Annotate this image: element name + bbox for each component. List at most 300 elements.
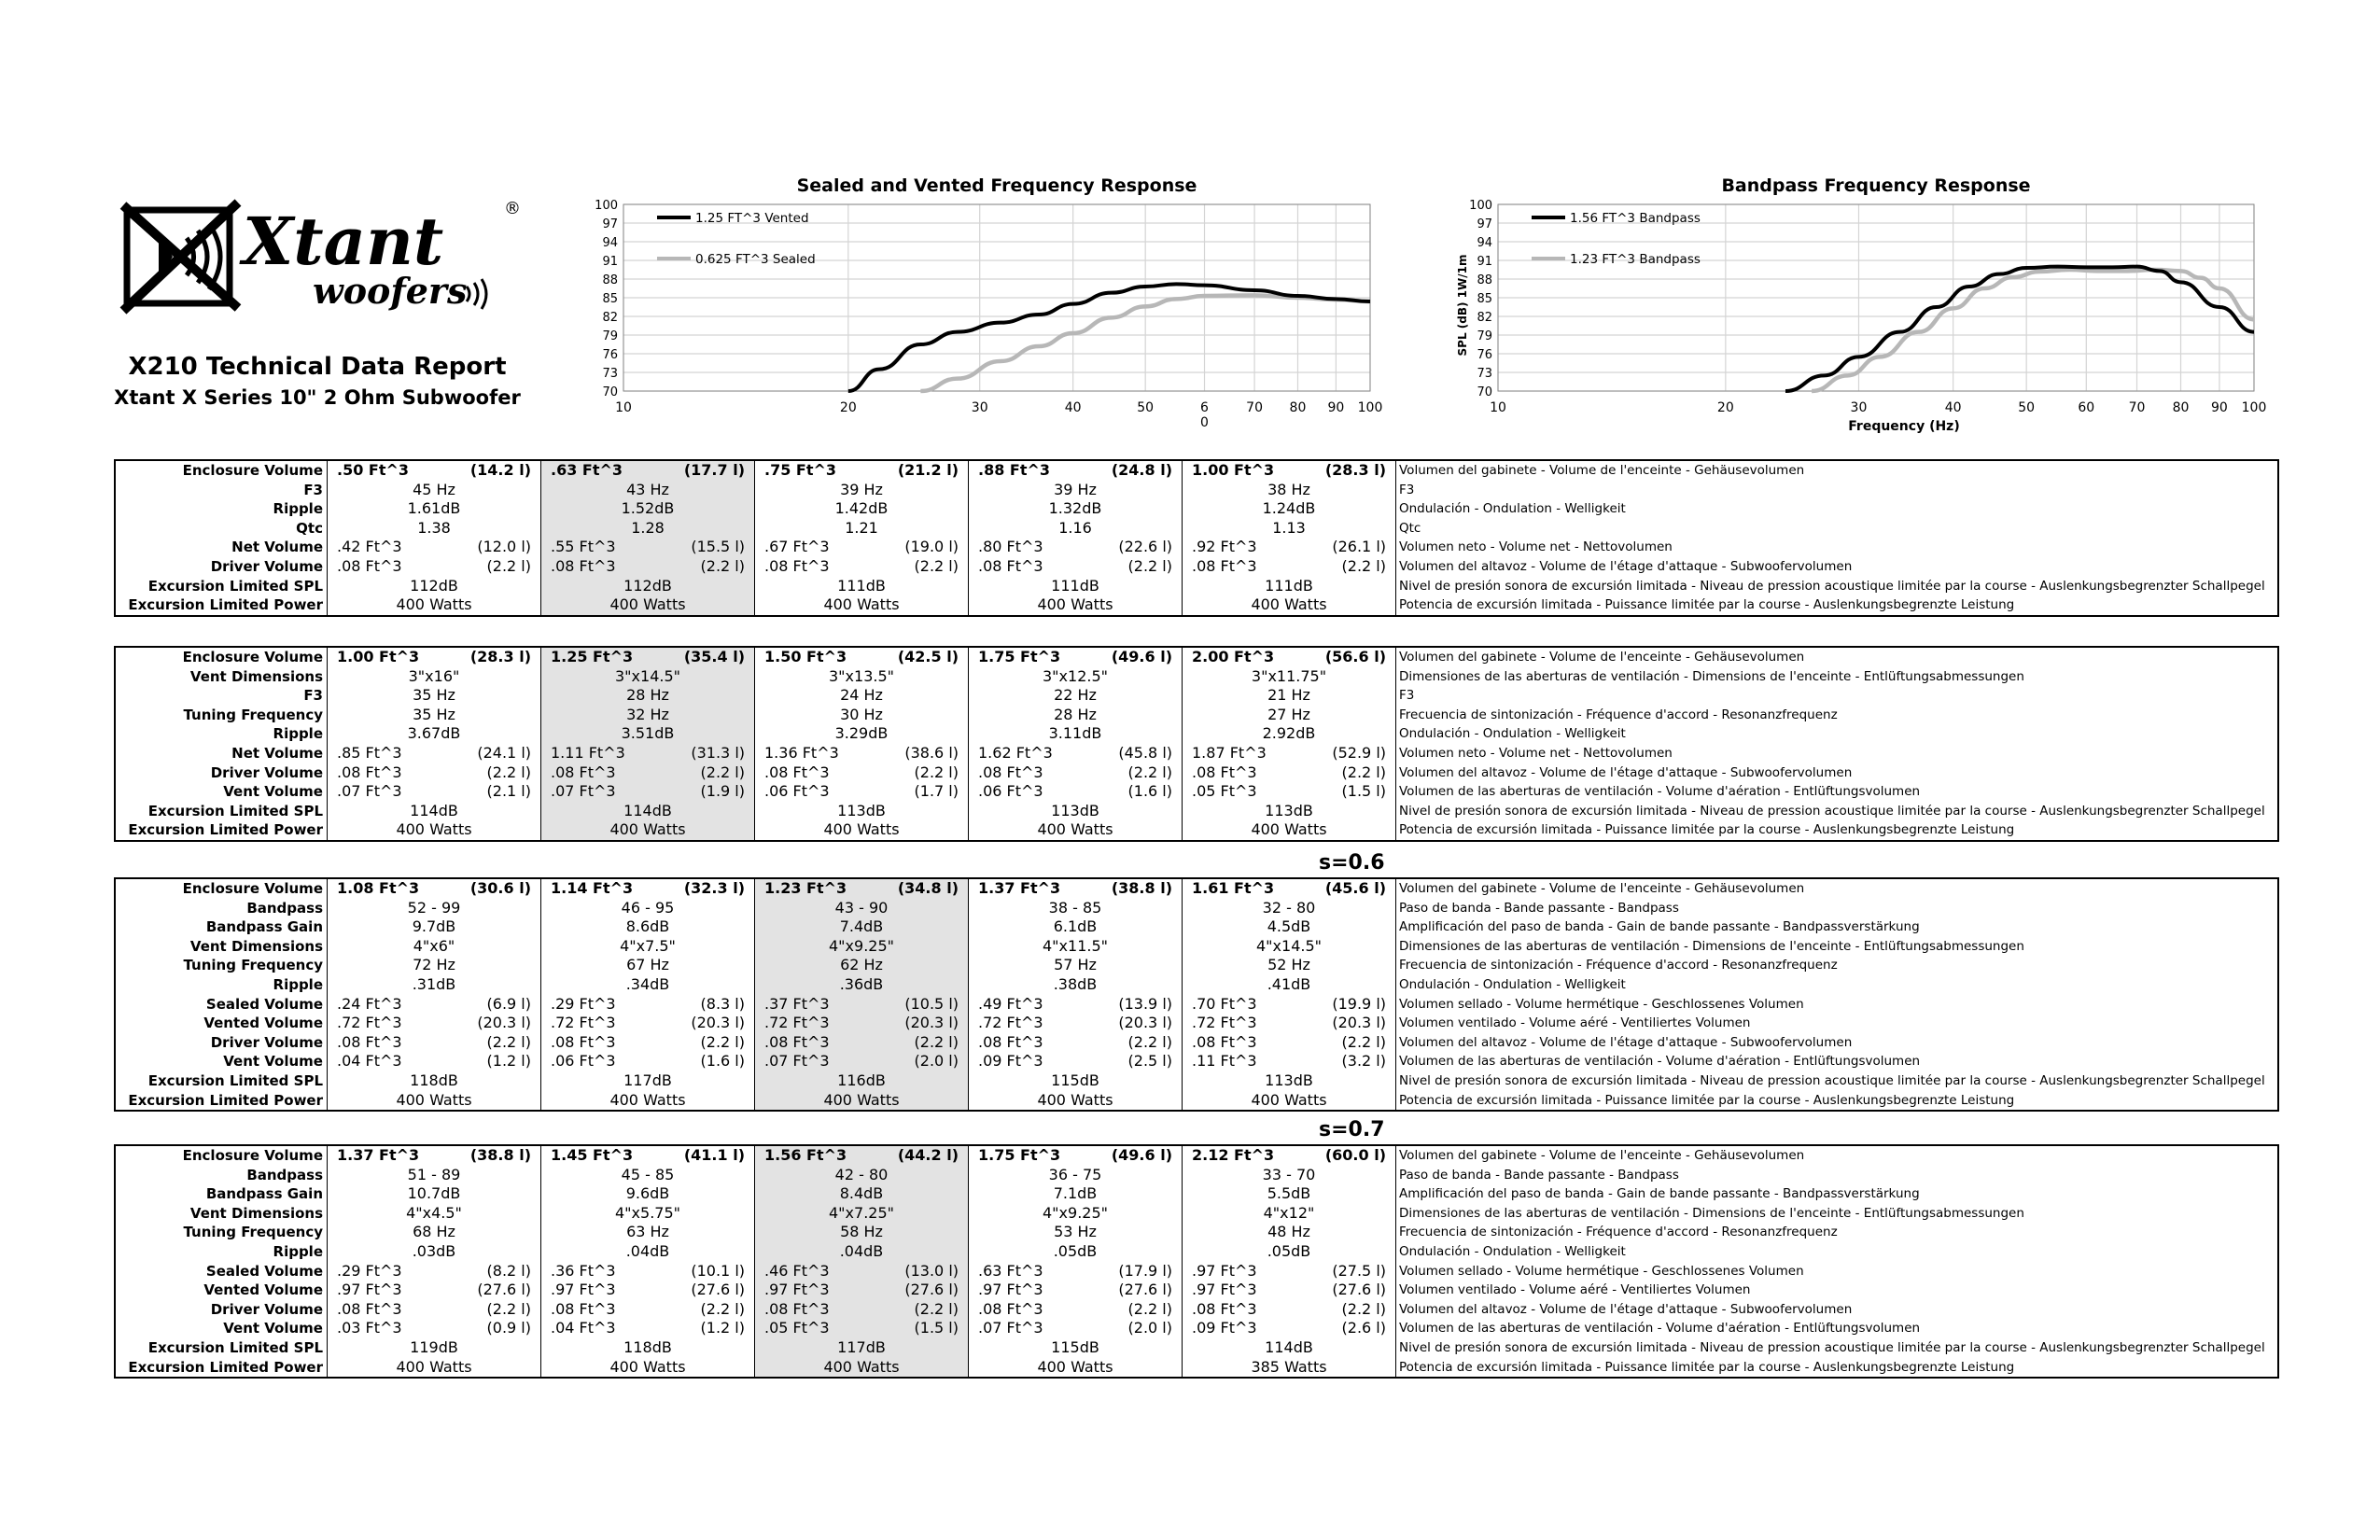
- cell-primary: .36 Ft^3: [551, 1261, 616, 1280]
- value-cell: 28 Hz: [541, 686, 755, 706]
- cell-primary: .09 Ft^3: [978, 1052, 1043, 1071]
- cell-secondary: (41.1 l): [683, 1146, 745, 1164]
- cell-secondary: (20.3 l): [904, 1014, 959, 1032]
- value-cell: 400 Watts: [1183, 1091, 1396, 1112]
- chart-title: Bandpass Frequency Response: [1721, 175, 2031, 196]
- value-cell: 8.4dB: [755, 1184, 969, 1204]
- value-cell: 114dB: [1183, 1338, 1396, 1358]
- value-cell: [1183, 460, 1396, 481]
- value-cell: 400 Watts: [328, 1358, 541, 1379]
- row-description: Volumen del altavoz - Volume de l'étage d'attaque - Subwoofervolumen: [1399, 1034, 1853, 1050]
- value-cell: [969, 763, 1183, 783]
- value-cell: 4"x9.25": [755, 937, 969, 957]
- cell-primary: .97 Ft^3: [978, 1281, 1043, 1299]
- cell-primary: .75 Ft^3: [764, 461, 837, 479]
- row-label: Vent Volume: [115, 1319, 328, 1338]
- cell-secondary: (2.2 l): [700, 556, 745, 575]
- value-cell: 52 Hz: [1183, 956, 1396, 975]
- cell-primary: 1.11 Ft^3: [551, 743, 625, 762]
- table-row: [115, 1358, 2278, 1379]
- y-tick-label: 97: [1477, 217, 1492, 231]
- x-tick-label: 0: [1200, 415, 1209, 430]
- row-label: Vent Dimensions: [115, 667, 328, 687]
- row-label: Excursion Limited SPL: [115, 1071, 328, 1091]
- row-description: Volumen ventilado - Volume aéré - Ventiliertes Volumen: [1399, 1282, 1751, 1298]
- cell-primary: .97 Ft^3: [551, 1281, 616, 1299]
- row-description: Paso de banda - Bande passante - Bandpass: [1399, 900, 1679, 916]
- cell-primary: .72 Ft^3: [1192, 1014, 1257, 1032]
- table-row: [115, 1052, 2278, 1071]
- value-cell: [755, 1033, 969, 1053]
- value-cell: 1.28: [541, 519, 755, 539]
- value-cell: 113dB: [1183, 802, 1396, 821]
- cell-secondary: (1.2 l): [486, 1052, 531, 1071]
- value-cell: [328, 1033, 541, 1053]
- value-cell: [755, 995, 969, 1015]
- value-cell: 2.92dB: [1183, 724, 1396, 744]
- value-cell: [755, 744, 969, 763]
- value-cell: [969, 1145, 1183, 1166]
- value-cell: [969, 1014, 1183, 1033]
- cell-primary: 1.45 Ft^3: [551, 1146, 634, 1164]
- table-row: [115, 782, 2278, 802]
- cell-secondary: (2.2 l): [1341, 1299, 1386, 1318]
- value-cell: 400 Watts: [969, 820, 1183, 841]
- value-cell: [541, 557, 755, 577]
- table-row: [115, 1223, 2278, 1242]
- value-cell: 48 Hz: [1183, 1223, 1396, 1242]
- y-tick-label: 82: [602, 311, 618, 325]
- value-cell: [541, 744, 755, 763]
- y-tick-label: 91: [602, 255, 618, 269]
- value-cell: 42 - 80: [755, 1166, 969, 1185]
- value-cell: 400 Watts: [541, 595, 755, 616]
- cell-primary: .08 Ft^3: [551, 1299, 616, 1318]
- value-cell: [328, 1281, 541, 1300]
- cell-primary: .63 Ft^3: [551, 461, 623, 479]
- table-row: [115, 1033, 2278, 1053]
- value-cell: [328, 1014, 541, 1033]
- value-cell: [1183, 1319, 1396, 1338]
- value-cell: 58 Hz: [755, 1223, 969, 1242]
- value-cell: [328, 460, 541, 481]
- cell-secondary: (24.8 l): [1111, 461, 1172, 479]
- value-cell: [1183, 1052, 1396, 1071]
- row-description: Volumen del gabinete - Volume de l'enceinte - Gehäusevolumen: [1399, 650, 1805, 665]
- cell-secondary: (44.2 l): [897, 1146, 959, 1164]
- cell-secondary: (27.6 l): [1118, 1281, 1172, 1299]
- value-cell: 52 - 99: [328, 899, 541, 918]
- cell-secondary: (28.3 l): [1324, 461, 1386, 479]
- value-cell: 27 Hz: [1183, 706, 1396, 725]
- x-tick-label: 10: [1490, 400, 1506, 415]
- y-tick-label: 85: [602, 292, 618, 306]
- value-cell: 45 Hz: [328, 481, 541, 500]
- value-cell: 400 Watts: [755, 1091, 969, 1112]
- cell-primary: .37 Ft^3: [764, 994, 830, 1013]
- cell-secondary: (27.6 l): [904, 1281, 959, 1299]
- value-cell: 400 Watts: [1183, 595, 1396, 616]
- cell-secondary: (2.2 l): [1341, 763, 1386, 781]
- value-cell: 119dB: [328, 1338, 541, 1358]
- cell-primary: .08 Ft^3: [764, 1299, 830, 1318]
- cell-secondary: (1.5 l): [914, 1319, 959, 1337]
- table-row: [115, 577, 2278, 596]
- row-description: Volumen neto - Volume net - Nettovolumen: [1399, 745, 1673, 761]
- value-cell: [969, 460, 1183, 481]
- value-cell: [969, 557, 1183, 577]
- cell-primary: 2.00 Ft^3: [1192, 648, 1275, 665]
- cell-secondary: (2.2 l): [1341, 556, 1386, 575]
- x-axis-label: Frequency (Hz): [1848, 419, 1960, 434]
- row-description: Nivel de presión sonora de excursión limitada - Niveau de pression acoustique limitée par la course - Auslenkungsbegrenzter Schallpegel: [1399, 578, 2265, 594]
- value-cell: 57 Hz: [969, 956, 1183, 975]
- cell-primary: .05 Ft^3: [1192, 782, 1257, 801]
- value-cell: [328, 782, 541, 802]
- value-cell: 4"x7.25": [755, 1204, 969, 1224]
- table-row: [115, 1014, 2278, 1033]
- value-cell: .04dB: [755, 1242, 969, 1262]
- row-description: Volumen del altavoz - Volume de l'étage d'attaque - Subwoofervolumen: [1399, 1301, 1853, 1317]
- value-cell: 46 - 95: [541, 899, 755, 918]
- cell-secondary: (27.6 l): [477, 1281, 531, 1299]
- value-cell: 1.21: [755, 519, 969, 539]
- value-cell: 1.52dB: [541, 499, 755, 519]
- cell-secondary: (24.1 l): [477, 743, 531, 762]
- cell-primary: .06 Ft^3: [764, 782, 830, 801]
- cell-secondary: (1.7 l): [914, 782, 959, 801]
- cell-secondary: (12.0 l): [477, 538, 531, 556]
- row-label: Vent Volume: [115, 1052, 328, 1071]
- value-cell: 3.29dB: [755, 724, 969, 744]
- value-cell: [969, 1262, 1183, 1281]
- row-label: Excursion Limited Power: [115, 1091, 328, 1112]
- cell-primary: .55 Ft^3: [551, 538, 616, 556]
- value-cell: [1183, 878, 1396, 899]
- value-cell: [755, 538, 969, 557]
- cell-secondary: (60.0 l): [1324, 1146, 1386, 1164]
- cell-primary: .04 Ft^3: [337, 1052, 402, 1071]
- cell-primary: .24 Ft^3: [337, 994, 402, 1013]
- spec-table-sealed: [114, 459, 2279, 617]
- value-cell: 400 Watts: [755, 820, 969, 841]
- value-cell: [755, 647, 969, 667]
- cell-primary: .29 Ft^3: [337, 1261, 402, 1280]
- cell-secondary: (2.6 l): [1341, 1319, 1386, 1337]
- value-cell: 45 - 85: [541, 1166, 755, 1185]
- value-cell: 115dB: [969, 1071, 1183, 1091]
- value-cell: 38 Hz: [1183, 481, 1396, 500]
- row-description: Volumen sellado - Volume hermétique - Geschlossenes Volumen: [1399, 996, 1804, 1012]
- value-cell: 68 Hz: [328, 1223, 541, 1242]
- value-cell: [755, 782, 969, 802]
- cell-secondary: (2.2 l): [1127, 1299, 1172, 1318]
- y-axis-label: SPL (dB) 1W/1m: [1456, 254, 1469, 357]
- value-cell: .38dB: [969, 975, 1183, 995]
- value-cell: 114dB: [541, 802, 755, 821]
- cell-secondary: (19.9 l): [1332, 994, 1386, 1013]
- value-cell: [1183, 1300, 1396, 1320]
- row-description: Volumen de las aberturas de ventilación - Volume d'aération - Entlüftungsvolumen: [1399, 784, 1921, 800]
- cell-primary: .29 Ft^3: [551, 994, 616, 1013]
- x-tick-label: 70: [2128, 400, 2146, 415]
- chart-title: Sealed and Vented Frequency Response: [796, 175, 1197, 196]
- value-cell: 9.6dB: [541, 1184, 755, 1204]
- cell-secondary: (28.3 l): [469, 648, 531, 665]
- cell-primary: .08 Ft^3: [551, 1032, 616, 1051]
- cell-primary: 1.37 Ft^3: [978, 879, 1061, 897]
- value-cell: [541, 1281, 755, 1300]
- value-cell: 400 Watts: [755, 1358, 969, 1379]
- value-cell: [969, 782, 1183, 802]
- value-cell: 3"x16": [328, 667, 541, 687]
- sealed-vented-chart-svg: [560, 173, 1381, 434]
- cell-primary: .85 Ft^3: [337, 743, 402, 762]
- x-tick-label: 70: [1246, 400, 1263, 415]
- x-tick-label: 20: [839, 400, 857, 415]
- x-tick-label: 20: [1716, 400, 1734, 415]
- value-cell: [328, 1052, 541, 1071]
- cell-secondary: (10.1 l): [691, 1261, 745, 1280]
- cell-secondary: (8.3 l): [700, 994, 745, 1013]
- cell-secondary: (0.9 l): [486, 1319, 531, 1337]
- value-cell: .03dB: [328, 1242, 541, 1262]
- cell-primary: .72 Ft^3: [337, 1014, 402, 1032]
- legend-label: 0.625 FT^3 Sealed: [695, 252, 816, 267]
- row-description: Potencia de excursión limitada - Puissance limitée par la course - Auslenkungsbegrenzte Leistung: [1399, 597, 2015, 613]
- row-label: Vented Volume: [115, 1014, 328, 1033]
- value-cell: 51 - 89: [328, 1166, 541, 1185]
- x-tick-label: 6: [1200, 400, 1209, 415]
- value-cell: 28 Hz: [969, 706, 1183, 725]
- value-cell: [1183, 1281, 1396, 1300]
- value-cell: [541, 460, 755, 481]
- table-row: [115, 763, 2278, 783]
- value-cell: [969, 1052, 1183, 1071]
- value-cell: [541, 1052, 755, 1071]
- cell-secondary: (2.2 l): [1127, 1032, 1172, 1051]
- value-cell: [1183, 1014, 1396, 1033]
- cell-primary: .92 Ft^3: [1192, 538, 1257, 556]
- x-tick-label: 50: [1137, 400, 1155, 415]
- table-row: [115, 1145, 2278, 1166]
- row-label: Enclosure Volume: [115, 1145, 328, 1166]
- cell-primary: .08 Ft^3: [1192, 763, 1257, 781]
- value-cell: [969, 878, 1183, 899]
- row-label: Driver Volume: [115, 763, 328, 783]
- cell-secondary: (26.1 l): [1332, 538, 1386, 556]
- x-tick-label: 80: [2172, 400, 2190, 415]
- cell-primary: 1.14 Ft^3: [551, 879, 634, 897]
- cell-secondary: (27.6 l): [1332, 1281, 1386, 1299]
- value-cell: [541, 995, 755, 1015]
- row-label: Ripple: [115, 975, 328, 995]
- value-cell: 5.5dB: [1183, 1184, 1396, 1204]
- value-cell: .04dB: [541, 1242, 755, 1262]
- cell-primary: .08 Ft^3: [978, 1299, 1043, 1318]
- value-cell: 4"x11.5": [969, 937, 1183, 957]
- table-row: [115, 1091, 2278, 1112]
- value-cell: [541, 763, 755, 783]
- bandpass-chart-svg: [1451, 173, 2267, 443]
- cell-secondary: (38.8 l): [1111, 879, 1172, 897]
- value-cell: 1.24dB: [1183, 499, 1396, 519]
- cell-primary: 1.61 Ft^3: [1192, 879, 1275, 897]
- row-description: Nivel de presión sonora de excursión limitada - Niveau de pression acoustique limitée par la course - Auslenkungsbegrenzter Schallpegel: [1399, 1339, 2265, 1355]
- y-tick-label: 76: [602, 348, 618, 362]
- value-cell: 400 Watts: [328, 820, 541, 841]
- cell-secondary: (1.2 l): [700, 1319, 745, 1337]
- cell-primary: .08 Ft^3: [1192, 1032, 1257, 1051]
- value-cell: [541, 1300, 755, 1320]
- row-label: F3: [115, 686, 328, 706]
- cell-primary: .08 Ft^3: [764, 1032, 830, 1051]
- row-description: Potencia de excursión limitada - Puissance limitée par la course - Auslenkungsbegrenzte Leistung: [1399, 1092, 2015, 1108]
- cell-secondary: (17.7 l): [683, 461, 745, 479]
- value-cell: 67 Hz: [541, 956, 755, 975]
- value-cell: [541, 1145, 755, 1166]
- cell-primary: .08 Ft^3: [337, 556, 402, 575]
- value-cell: 400 Watts: [969, 1091, 1183, 1112]
- row-description: Volumen del gabinete - Volume de l'enceinte - Gehäusevolumen: [1399, 1148, 1805, 1163]
- value-cell: 118dB: [328, 1071, 541, 1091]
- cell-primary: .72 Ft^3: [551, 1014, 616, 1032]
- cell-primary: .49 Ft^3: [978, 994, 1043, 1013]
- value-cell: 43 Hz: [541, 481, 755, 500]
- x-tick-label: 50: [2018, 400, 2036, 415]
- cell-secondary: (19.0 l): [904, 538, 959, 556]
- table-row: [115, 1204, 2278, 1224]
- x-tick-label: 40: [1944, 400, 1962, 415]
- cell-primary: .08 Ft^3: [337, 1299, 402, 1318]
- row-label: Bandpass: [115, 899, 328, 918]
- value-cell: 111dB: [1183, 577, 1396, 596]
- value-cell: 3"x14.5": [541, 667, 755, 687]
- cell-secondary: (2.2 l): [914, 763, 959, 781]
- value-cell: 4"x7.5": [541, 937, 755, 957]
- y-tick-label: 97: [602, 217, 618, 231]
- row-label: Ripple: [115, 499, 328, 519]
- value-cell: [1183, 782, 1396, 802]
- value-cell: 22 Hz: [969, 686, 1183, 706]
- value-cell: 1.32dB: [969, 499, 1183, 519]
- spec-table-vented: [114, 646, 2279, 842]
- row-label: Driver Volume: [115, 557, 328, 577]
- value-cell: [1183, 557, 1396, 577]
- row-label: Excursion Limited SPL: [115, 1338, 328, 1358]
- row-label: Excursion Limited Power: [115, 1358, 328, 1379]
- cell-secondary: (8.2 l): [486, 1261, 531, 1280]
- row-label: Ripple: [115, 724, 328, 744]
- value-cell: 1.61dB: [328, 499, 541, 519]
- table-row: [115, 557, 2278, 577]
- cell-primary: 1.50 Ft^3: [764, 648, 847, 665]
- value-cell: [755, 557, 969, 577]
- spec-table-bandpass-07: [114, 1144, 2279, 1379]
- row-label: Sealed Volume: [115, 1262, 328, 1281]
- y-tick-label: 73: [1477, 367, 1492, 381]
- value-cell: 3.11dB: [969, 724, 1183, 744]
- value-cell: [541, 878, 755, 899]
- value-cell: 9.7dB: [328, 917, 541, 937]
- chart-grid: [1498, 204, 2254, 391]
- value-cell: [328, 763, 541, 783]
- value-cell: [328, 647, 541, 667]
- value-cell: .31dB: [328, 975, 541, 995]
- value-cell: [328, 744, 541, 763]
- cell-primary: .08 Ft^3: [764, 556, 830, 575]
- section-s-label: s=0.7: [1319, 1118, 1385, 1141]
- y-tick-label: 70: [1477, 385, 1492, 399]
- value-cell: 63 Hz: [541, 1223, 755, 1242]
- cell-secondary: (3.2 l): [1341, 1052, 1386, 1071]
- cell-secondary: (49.6 l): [1111, 1146, 1172, 1164]
- value-cell: 21 Hz: [1183, 686, 1396, 706]
- value-cell: 24 Hz: [755, 686, 969, 706]
- row-description: F3: [1399, 688, 1415, 704]
- value-cell: [969, 538, 1183, 557]
- value-cell: 8.6dB: [541, 917, 755, 937]
- value-cell: 32 Hz: [541, 706, 755, 725]
- row-label: Qtc: [115, 519, 328, 539]
- cell-secondary: (14.2 l): [469, 461, 531, 479]
- cell-primary: .72 Ft^3: [764, 1014, 830, 1032]
- value-cell: 35 Hz: [328, 686, 541, 706]
- y-tick-label: 85: [1477, 292, 1492, 306]
- x-tick-label: 30: [1850, 400, 1868, 415]
- cell-secondary: (20.3 l): [1118, 1014, 1172, 1032]
- cell-primary: .07 Ft^3: [551, 782, 616, 801]
- cell-secondary: (6.9 l): [486, 994, 531, 1013]
- value-cell: [755, 1281, 969, 1300]
- cell-secondary: (2.2 l): [700, 763, 745, 781]
- value-cell: 38 - 85: [969, 899, 1183, 918]
- row-description: Qtc: [1399, 520, 1421, 536]
- cell-secondary: (38.8 l): [469, 1146, 531, 1164]
- value-cell: .41dB: [1183, 975, 1396, 995]
- row-description: Nivel de presión sonora de excursión limitada - Niveau de pression acoustique limitée par la course - Auslenkungsbegrenzter Schallpegel: [1399, 1072, 2265, 1088]
- cell-primary: .97 Ft^3: [764, 1281, 830, 1299]
- value-cell: 400 Watts: [755, 595, 969, 616]
- spec-table-bandpass-06: [114, 877, 2279, 1112]
- cell-primary: .04 Ft^3: [551, 1319, 616, 1337]
- cell-primary: .07 Ft^3: [764, 1052, 830, 1071]
- cell-primary: 1.00 Ft^3: [1192, 461, 1275, 479]
- row-description: Volumen del gabinete - Volume de l'enceinte - Gehäusevolumen: [1399, 463, 1805, 478]
- cell-primary: .88 Ft^3: [978, 461, 1051, 479]
- value-cell: 400 Watts: [969, 595, 1183, 616]
- value-cell: 385 Watts: [1183, 1358, 1396, 1379]
- value-cell: [1183, 1033, 1396, 1053]
- value-cell: [1183, 647, 1396, 667]
- cell-primary: .97 Ft^3: [1192, 1261, 1257, 1280]
- x-tick-label: 10: [615, 400, 632, 415]
- cell-secondary: (45.8 l): [1118, 743, 1172, 762]
- cell-primary: .08 Ft^3: [551, 556, 616, 575]
- value-cell: [1183, 763, 1396, 783]
- row-label: Bandpass Gain: [115, 917, 328, 937]
- row-description: Amplificación del paso de banda - Gain de bande passante - Bandpassverstärkung: [1399, 919, 1920, 935]
- value-cell: 113dB: [969, 802, 1183, 821]
- table-row: [115, 647, 2278, 667]
- table-row: [115, 706, 2278, 725]
- value-cell: 3"x11.75": [1183, 667, 1396, 687]
- cell-primary: 1.00 Ft^3: [337, 648, 420, 665]
- row-description: Nivel de presión sonora de excursión limitada - Niveau de pression acoustique limitée par la course - Auslenkungsbegrenzter Schallpegel: [1399, 803, 2265, 819]
- value-cell: 113dB: [1183, 1071, 1396, 1091]
- cell-primary: .80 Ft^3: [978, 538, 1043, 556]
- row-description: Volumen de las aberturas de ventilación - Volume d'aération - Entlüftungsvolumen: [1399, 1054, 1921, 1070]
